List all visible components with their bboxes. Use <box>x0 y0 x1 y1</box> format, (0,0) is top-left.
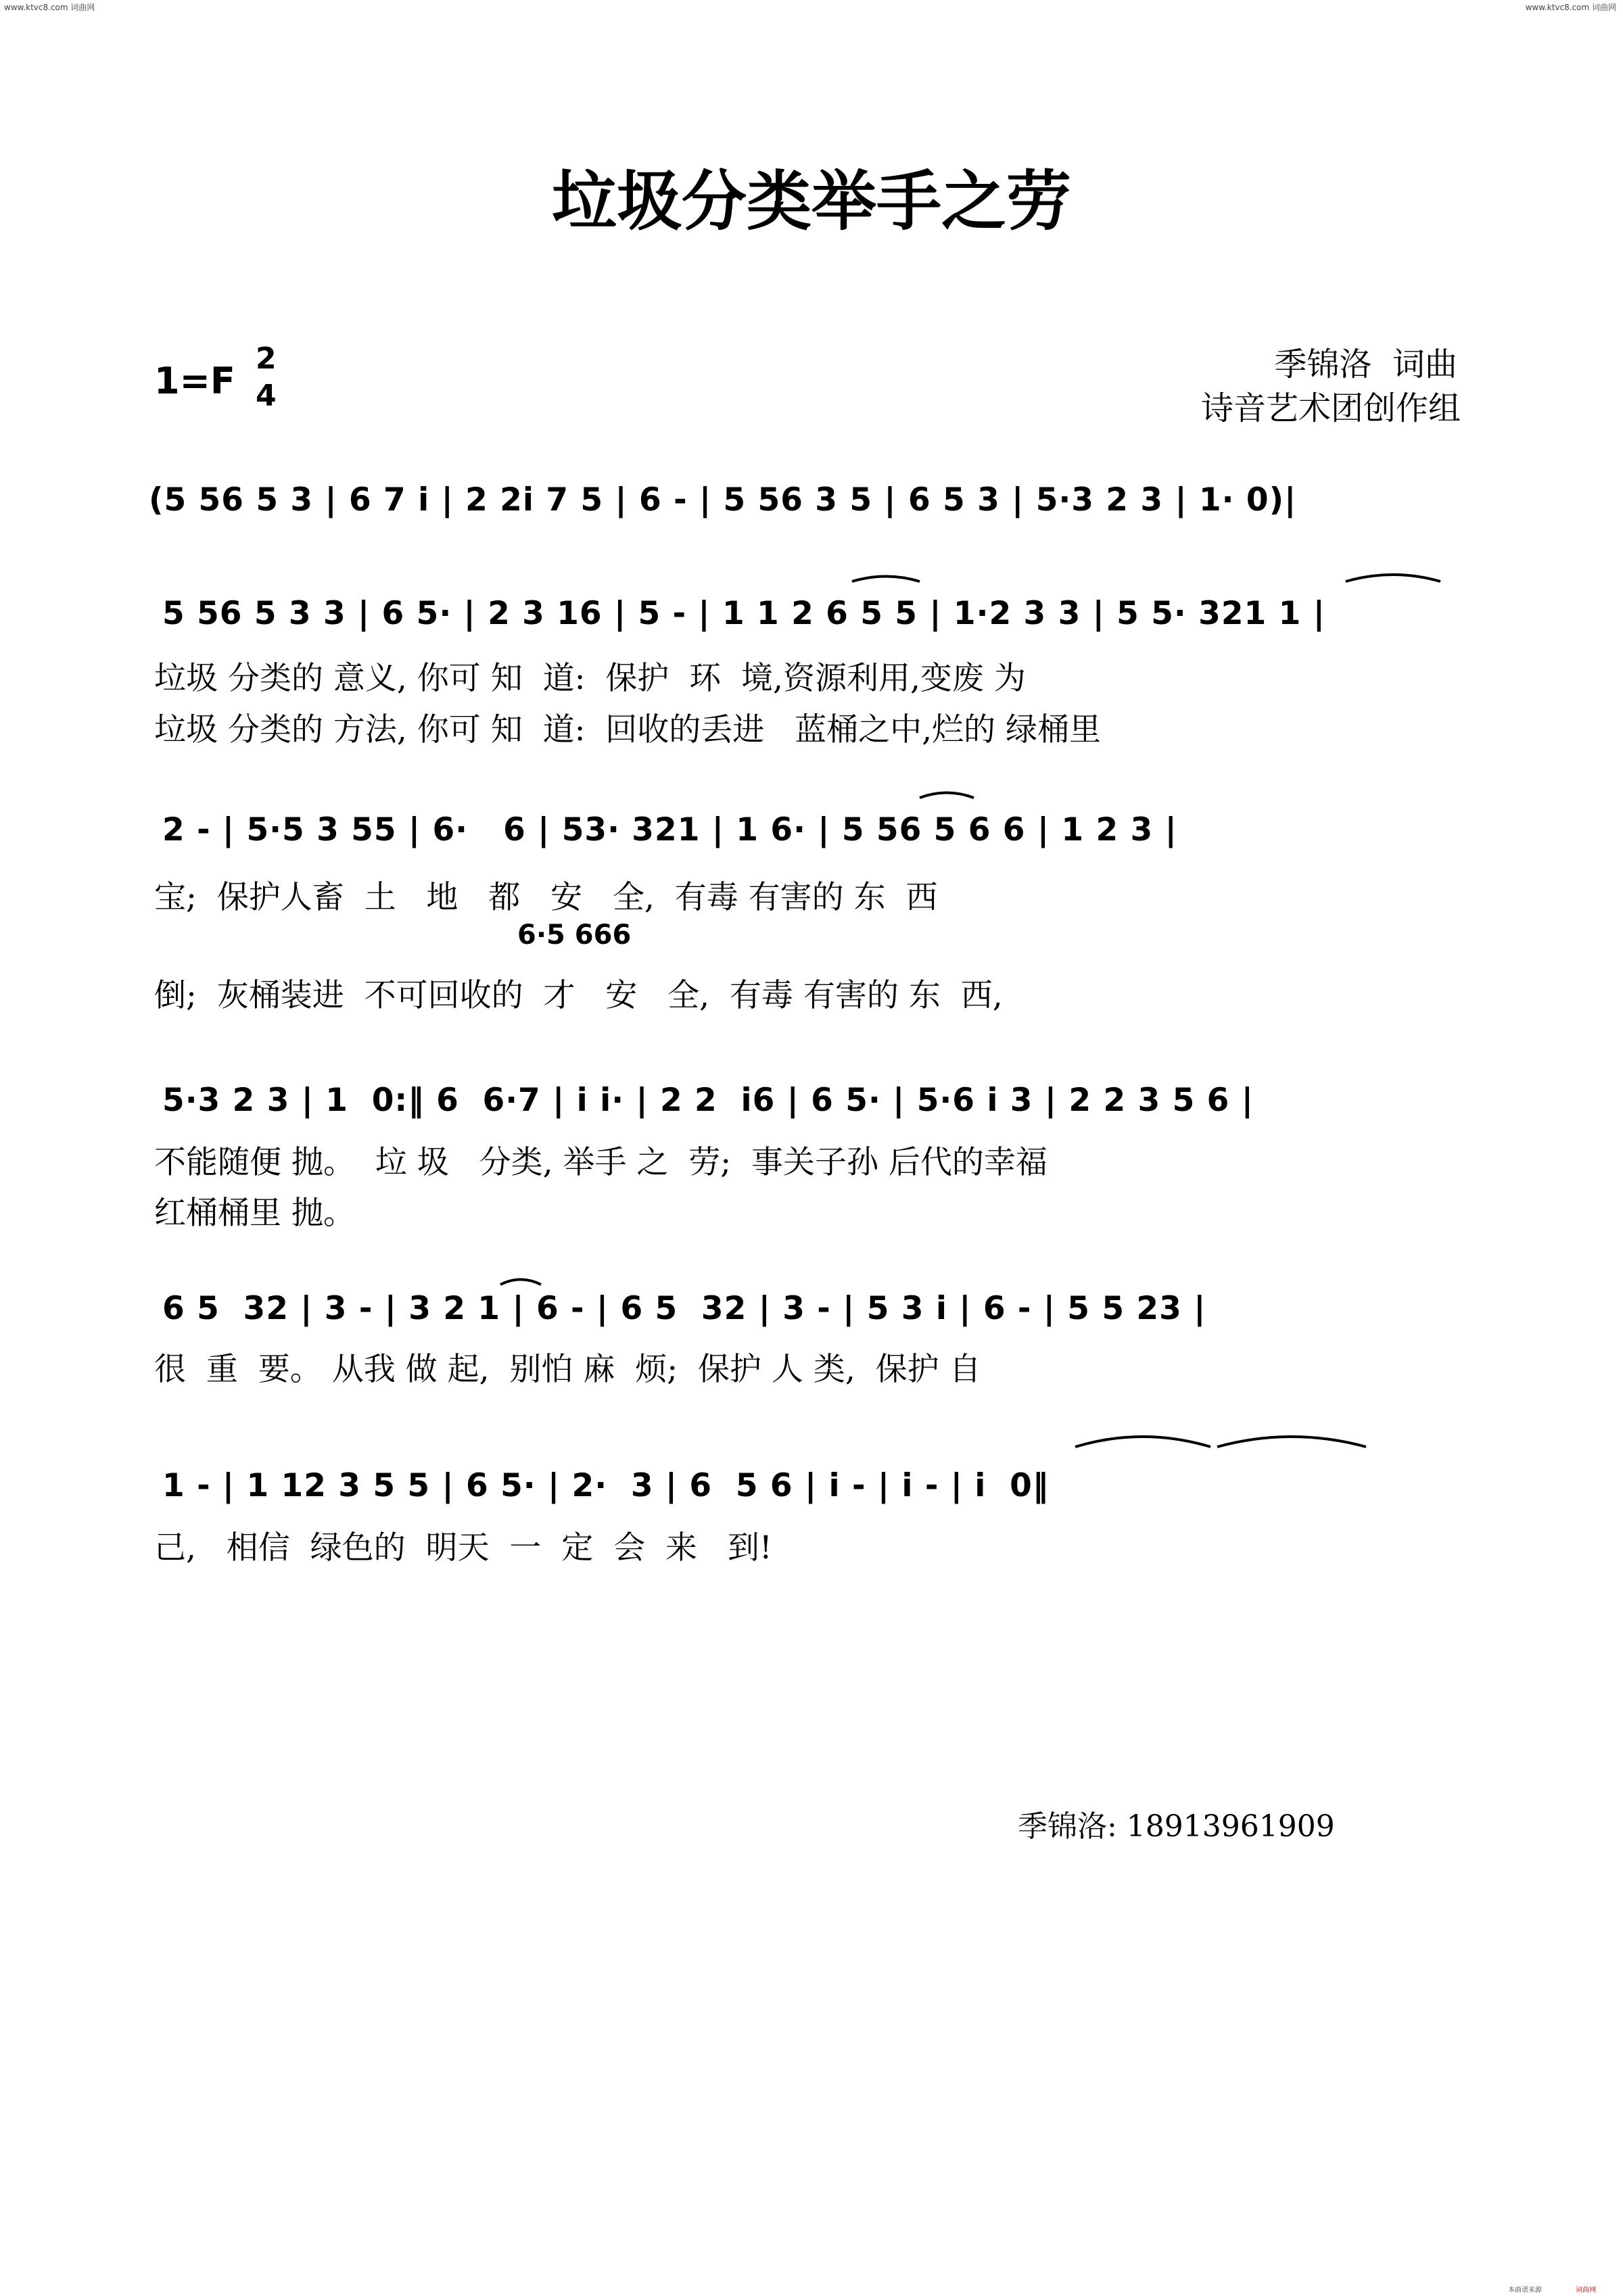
footer-source-left: 本曲谱来源 <box>1508 2287 1542 2294</box>
header-source-left: www.ktvc8.com 词曲网 <box>4 3 95 12</box>
group-credit: 诗音艺术团创作组 <box>1200 389 1461 427</box>
lyric-line-2-verse-2: 垃圾 分类的 方法, 你可 知 道: 回收的丢进 蓝桶之中,烂的 绿桶里 <box>154 711 1101 748</box>
score-line-3: 2 - | 5·5 3 55 | 6· 6 | 53· 321 | 1 6· | 5 56 5 6 6 | 1 2 3 | <box>162 811 1177 848</box>
time-signature-denominator: 4 <box>256 379 277 413</box>
contact-info: 季锦洛: 18913961909 <box>1018 1809 1335 1844</box>
score-line-2: 5 56 5 3 3 | 6 5· | 2 3 16 | 5 - | 1 1 2 6 5 5 | 1·2 3 3 | 5 5· 321 1 | <box>162 595 1325 632</box>
lyric-line-6: 己, 相信 绿色的 明天 一 定 会 来 到! <box>154 1529 772 1566</box>
lyric-line-3-verse-1: 宝; 保护人畜 土 地 都 安 全, 有毒 有害的 东 西 <box>154 879 938 916</box>
author-credit: 季锦洛 词曲 <box>1274 345 1457 383</box>
score-line-4: 5·3 2 3 | 1 0:‖ 6 6·7 | i i· | 2 2 i6 | 6 5· | 5·6 i 3 | 2 2 3 5 6 | <box>162 1082 1254 1119</box>
score-line-5: 6 5 32 | 3 - | 3 2 1 | 6 - | 6 5 32 | 3 - | 5 3 i | 6 - | 5 5 23 | <box>162 1290 1206 1327</box>
alternate-notes: 6·5 666 <box>517 919 632 951</box>
header-source-right: www.ktvc8.com 词曲网 <box>1525 3 1616 12</box>
footer-source-right: 词曲网 <box>1576 2287 1596 2294</box>
lyric-line-4-verse-2: 红桶桶里 抛。 <box>154 1195 355 1232</box>
lyric-line-2-verse-1: 垃圾 分类的 意义, 你可 知 道: 保护 环 境,资源利用,变废 为 <box>154 660 1026 697</box>
score-line-6: 1 - | 1 12 3 5 5 | 6 5· | 2· 3 | 6 5 6 | i - | i - | i 0‖ <box>162 1467 1050 1504</box>
lyric-line-3-verse-2: 倒; 灰桶装进 不可回收的 才 安 全, 有毒 有害的 东 西, <box>154 977 1003 1014</box>
lyric-line-4-verse-1: 不能随便 抛。 垃 圾 分类, 举手 之 劳; 事关子孙 后代的幸福 <box>154 1144 1048 1181</box>
lyric-line-5: 很 重 要。 从我 做 起, 别怕 麻 烦; 保护 人 类, 保护 自 <box>154 1351 981 1388</box>
time-signature-numerator: 2 <box>256 341 277 376</box>
score-line-1: (5 56 5 3 | 6 7 i | 2 2i 7 5 | 6 - | 5 56 3 5 | 6 5 3 | 5·3 2 3 | 1· 0)| <box>149 481 1297 519</box>
page-title: 垃圾分类举手之劳 <box>552 163 1071 239</box>
key-signature: 1=F <box>154 360 235 402</box>
